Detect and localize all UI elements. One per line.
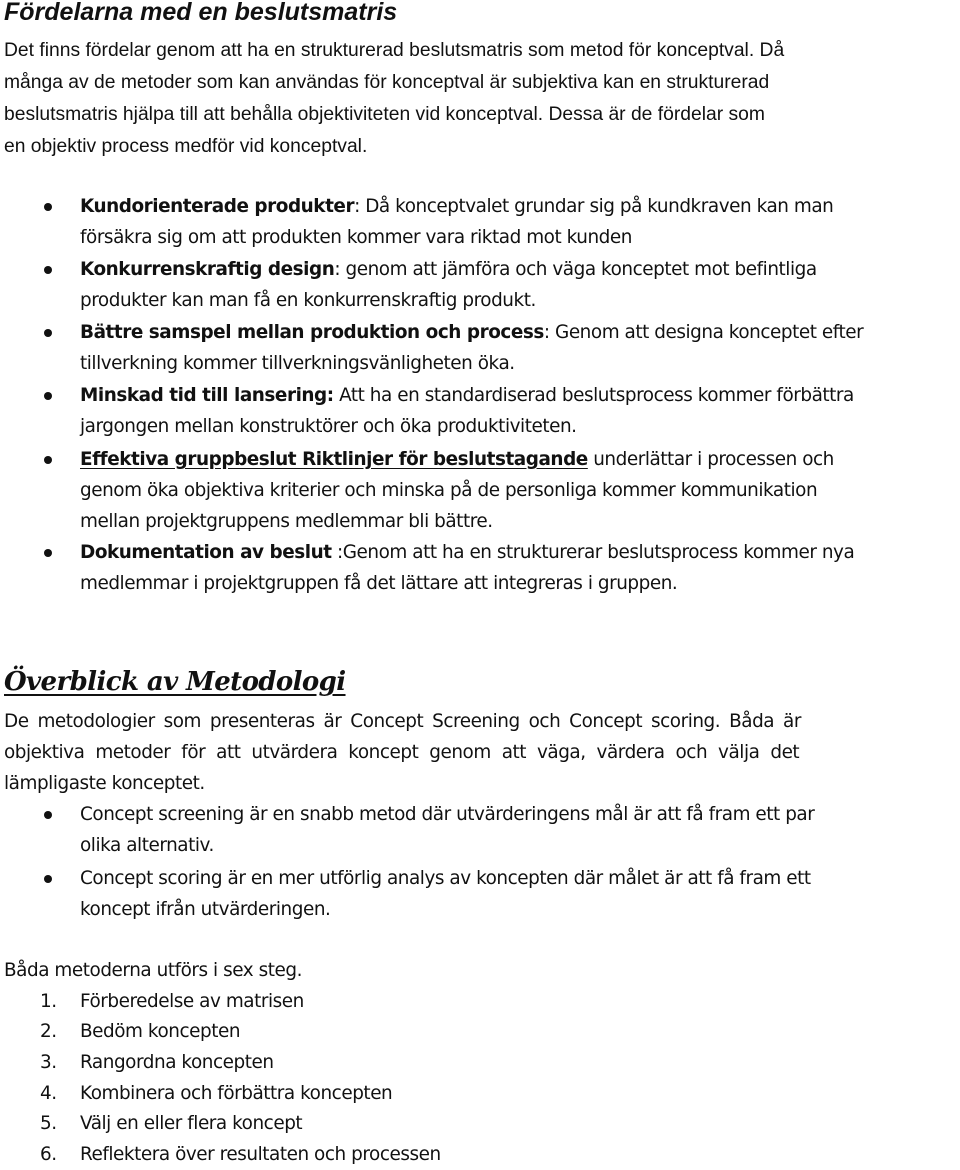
- intro-line: lämpligaste konceptet.: [4, 773, 205, 794]
- list-item-text: : genom att jämföra och väga konceptet mot befintliga: [334, 259, 817, 280]
- bullet-icon: [44, 811, 52, 819]
- step-text: Bedöm koncepten: [80, 1021, 241, 1042]
- list-item-term: Kundorienterade produkter: [80, 196, 355, 217]
- list-item-term: Dokumentation av beslut: [80, 542, 332, 563]
- list-item-line: [80, 537, 854, 568]
- intro-paragraph: [4, 35, 960, 163]
- step-text: Kombinera och förbättra koncepten: [80, 1083, 393, 1104]
- list-item-line: genom öka objektiva kriterier och minska på de personliga kommer kommunikation: [80, 480, 818, 501]
- bullet-icon: [44, 329, 52, 337]
- list-item-line: olika alternativ.: [80, 835, 214, 856]
- intro-line: beslutsmatris hjälpa till att behålla objektiviteten vid konceptval. Dessa är de fördelar som: [4, 104, 765, 125]
- list-item-line: medlemmar i projektgruppen få det lättare att integreras i gruppen.: [80, 573, 678, 594]
- list-item-term: Konkurrenskraftig design: [80, 259, 335, 280]
- bullet-icon: [44, 203, 52, 211]
- list-item-term: Minskad tid till lansering:: [80, 385, 334, 406]
- list-item-line: Concept screening är en snabb metod där utvärderingens mål är att få fram ett par: [80, 804, 815, 825]
- list-item-term: Bättre samspel mellan produktion och process: [80, 322, 544, 343]
- intro-line: en objektiv process medför vid konceptval.: [4, 136, 368, 157]
- intro-line: många av de metoder som kan användas för konceptval är subjektiva kan en strukturerad: [4, 72, 770, 93]
- step-text: Reflektera över resultaten och processen: [80, 1144, 441, 1165]
- list-item-text: : Då konceptvalet grundar sig på kundkraven kan man: [354, 196, 834, 217]
- step-text: Förberedelse av matrisen: [80, 991, 304, 1012]
- list-item-line: [80, 444, 834, 475]
- step-text: Rangordna koncepten: [80, 1052, 274, 1073]
- list-item-line: [80, 191, 833, 222]
- bullet-icon: [44, 549, 52, 557]
- bullet-icon: [44, 392, 52, 400]
- section-heading-beslutsmatris: Fördelarna med en beslutsmatris: [4, 0, 398, 26]
- section-heading-metodologi: Överblick av Metodologi: [4, 667, 346, 697]
- bullet-icon: [44, 875, 52, 883]
- list-item-line: [80, 254, 817, 285]
- list-item-line: försäkra sig om att produkten kommer vara riktad mot kunden: [80, 227, 632, 248]
- step-text: Välj en eller flera koncept: [80, 1113, 303, 1134]
- list-item-line: tillverkning kommer tillverkningsvänligheten öka.: [80, 353, 515, 374]
- step-number: 1.: [40, 991, 57, 1012]
- bullet-icon: [44, 266, 52, 274]
- list-item-line: [80, 380, 854, 411]
- list-item-text: Att ha en standardiserad beslutsprocess kommer förbättra: [333, 385, 854, 406]
- list-item-line: [80, 317, 863, 348]
- step-number: 6.: [40, 1144, 57, 1165]
- list-item-term: Effektiva gruppbeslut Riktlinjer för beslutstagande: [80, 449, 588, 470]
- list-item-line: mellan projektgruppens medlemmar bli bättre.: [80, 511, 493, 532]
- list-item-text: underlättar i processen och: [587, 449, 834, 470]
- step-number: 2.: [40, 1021, 57, 1042]
- intro-line: objektiva metoder för att utvärdera koncept genom att väga, värdera och välja det: [4, 742, 800, 763]
- bullet-icon: [44, 456, 52, 464]
- step-number: 5.: [40, 1113, 57, 1134]
- step-number: 3.: [40, 1052, 57, 1073]
- intro-line: De metodologier som presenteras är Concept Screening och Concept scoring. Båda är: [4, 711, 801, 732]
- list-item-text: : Genom att designa konceptet efter: [543, 322, 864, 343]
- steps-intro: Båda metoderna utförs i sex steg.: [4, 960, 302, 981]
- list-item-line: jargongen mellan konstruktörer och öka produktiviteten.: [80, 416, 577, 437]
- list-item-line: produkter kan man få en konkurrenskraftig produkt.: [80, 290, 536, 311]
- list-item-text: :Genom att ha en strukturerar beslutsprocess kommer nya: [331, 542, 855, 563]
- intro-line: Det finns fördelar genom att ha en strukturerad beslutsmatris som metod för konceptval. Då: [4, 40, 785, 61]
- step-number: 4.: [40, 1083, 57, 1104]
- list-item-line: Concept scoring är en mer utförlig analys av koncepten där målet är att få fram ett: [80, 868, 811, 889]
- list-item-line: koncept ifrån utvärderingen.: [80, 899, 331, 920]
